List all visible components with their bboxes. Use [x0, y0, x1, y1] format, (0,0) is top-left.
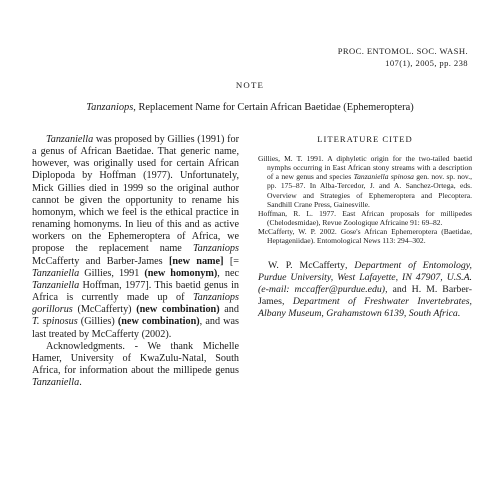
reference-text: gen. nov. sp. nov., pp. 175–87. In Alba-Tercedor, J. and A. Sanchez-Ortega, eds. Overview and Strategies of Ephemeroptera and Plecoptera. Sandhill Crane Press, Gainesville. [267, 172, 472, 209]
title-rest: , Replacement Name for Certain African Baetidae (Ephemeroptera) [133, 102, 414, 113]
genus-name: Tanzaniops [192, 243, 239, 255]
body-text: [= [223, 255, 239, 267]
title-genus: Tanzaniops [86, 102, 134, 113]
species-name: Tanzaniops gorillorus [32, 292, 239, 316]
author-name: H. M. Barber-James [258, 283, 473, 308]
author-name: W. P. McCafferty [268, 259, 346, 271]
nomenclature-status: [new name] [168, 255, 224, 267]
reference-mccafferty-2002: McCafferty, W. P. 2002. Gose's African Ephemeroptera (Baetidae, Heptageniidae). Entomological News 113: 294–302. [258, 227, 472, 246]
literature-cited-heading: LITERATURE CITED [317, 134, 413, 144]
species-name: Tanzaniella spinosa [353, 172, 414, 182]
reference-hoffman-1977: Hoffman, R. L. 1977. East African proposals for millipedes (Chelodesmidae), Revue Zoologique Africaine 91: 69–82. [258, 208, 472, 228]
genus-name: Tanzaniella [32, 279, 80, 291]
body-text: and [219, 304, 239, 316]
species-name: T. spinosus [32, 316, 78, 328]
body-text: (McCafferty) [72, 304, 137, 316]
article-title [10, 102, 490, 113]
nomenclature-status: (new combination) [136, 304, 220, 316]
body-text: . [79, 377, 82, 389]
genus-name: Tanzaniella [32, 267, 80, 279]
note-label: NOTE [235, 80, 265, 90]
journal-name: PROC. ENTOMOL. SOC. WASH. [337, 46, 468, 56]
genus-name: Tanzaniella [46, 134, 94, 145]
body-paragraph-main [32, 134, 239, 341]
body-text: , nec [217, 267, 239, 279]
author-affiliation: , Department of Freshwater Invertebrates, Albany Museum, Grahamstown 6139, South Africa. [258, 296, 472, 320]
acknowledgments-paragraph [32, 341, 239, 390]
author-addresses [258, 260, 472, 321]
genus-name: Tanzaniella [32, 377, 80, 389]
body-text: (Gillies) [77, 316, 118, 328]
body-text: Gillies, 1991 [79, 267, 145, 279]
journal-header [268, 46, 468, 69]
journal-volume-pages: 107(1), 2005, pp. 238 [385, 57, 468, 68]
body-text: Hoffman, 1977]. This baetid genus in Africa is currently made up of [32, 279, 239, 304]
body-column [32, 134, 239, 389]
body-text: , and was last treated by McCafferty (2002). [32, 316, 240, 340]
body-text: McCafferty and Barber-James [32, 255, 169, 267]
reference-gillies-1991 [258, 154, 472, 209]
author-affiliation: , Department of Entomology, Purdue University, West Lafayette, IN 47907, U.S.A. (e-mail: mccaffer@purdue.edu) [258, 259, 472, 295]
references-column [258, 134, 472, 321]
nomenclature-status: (new homonym) [144, 267, 218, 279]
reference-text: Gillies, M. T. 1991. A diphyletic origin for the two-tailed baetid nymphs occurring in East African stony streams with a description of a new genus and species [258, 154, 472, 182]
address-text: , and [385, 283, 412, 295]
body-text: was proposed by Gillies (1991) for a genus of African Baetidae. That generic name, however, was originally used for certain African Diplopoda by Hoffman (1977). Unfortunately, Mick Gillies died in 1999 so the original author cannot be given the opportunity to rename his homonym, which we feel is the ethical practice in renaming homonyms. In lieu of this and as active workers on the Ephemeroptera of Africa, we propose the replacement name [32, 134, 239, 255]
acknowledgments-text: Acknowledgments. - We thank Michelle Hamer, University of KwaZulu-Natal, South Africa, for information about the millipede genus [32, 340, 239, 376]
nomenclature-status: (new combination) [117, 316, 200, 328]
